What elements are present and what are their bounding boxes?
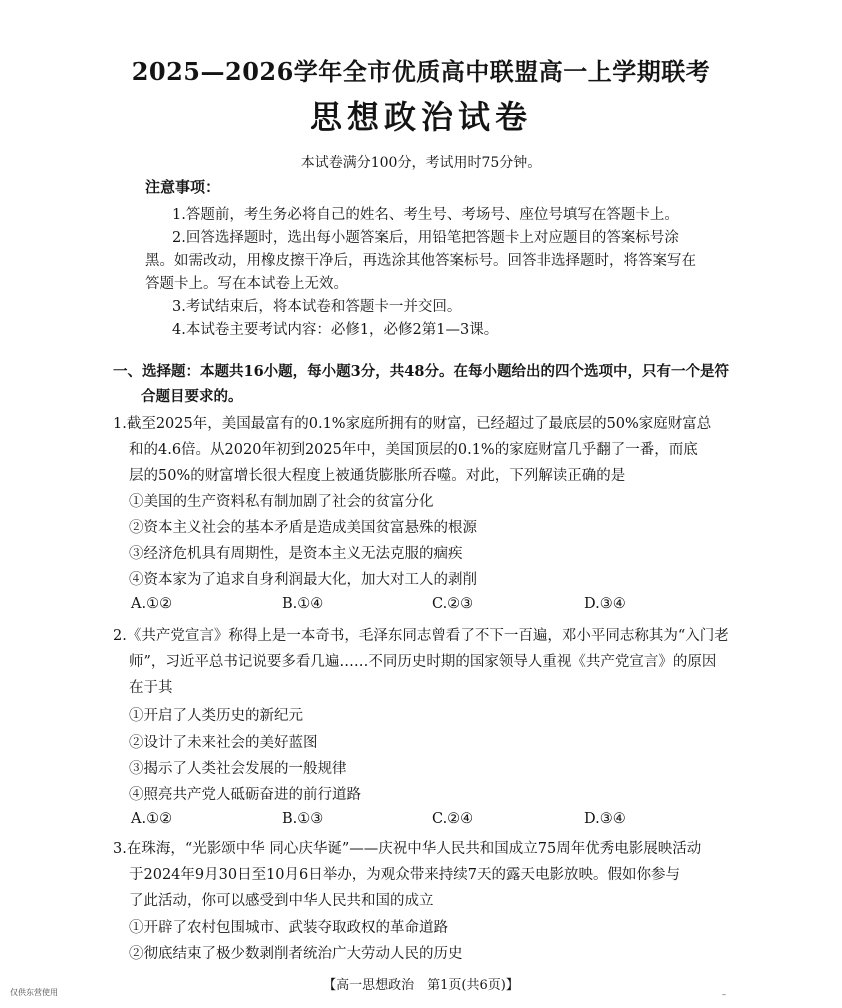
page-footer: 【高一思想政治 第1页(共6页)】	[323, 978, 519, 993]
answer-option-a: A.①②	[131, 596, 173, 612]
notice-line: 2.回答选择题时，选出每小题答案后，用铅笔把答题卡上对应题目的答案标号涂	[172, 230, 679, 246]
notice-line: 1.答题前，考生务必将自己的姓名、考生号、考场号、座位号填写在答题卡上。	[172, 207, 679, 223]
notice-line: 黑。如需改动，用橡皮擦干净后，再选涂其他答案标号。回答非选择题时，将答案写在	[145, 253, 696, 269]
answer-option-a: A.①②	[131, 811, 173, 827]
corner-mark: –	[722, 990, 726, 999]
exam-info: 本试卷满分100分，考试用时75分钟。	[300, 155, 542, 171]
answer-option-d: D.③④	[584, 811, 626, 827]
subject-title: 思想政治试卷	[309, 98, 532, 136]
statement-item: ①开辟了农村包围城市、武装夺取政权的革命道路	[129, 920, 448, 936]
answer-option-d: D.③④	[584, 596, 626, 612]
notice-line: 答题卡上。写在本试卷上无效。	[145, 276, 348, 292]
question-stem-line: 和的4.6倍。从2020年初到2025年中，美国顶层的0.1%的家庭财富几乎翻了一番，而底	[129, 442, 698, 458]
section-heading-cont: 合题目要求的。	[141, 388, 243, 405]
question-stem-line: 1.截至2025年，美国最富有的0.1%家庭所拥有的财富，已经超过了最底层的50%家庭财富总	[113, 416, 712, 432]
statement-item: ②设计了未来社会的美好蓝图	[129, 735, 318, 751]
question-stem-line: 层的50%的财富增长很大程度上被通货膨胀所吞噬。对此，下列解读正确的是	[129, 468, 626, 484]
watermark-text: 仅供东营使用	[10, 988, 58, 997]
statement-item: ④照亮共产党人砥砺奋进的前行道路	[129, 787, 361, 803]
exam-title: 2025—2026学年全市优质高中联盟高一上学期联考	[131, 57, 711, 86]
answer-option-c: C.②③	[432, 596, 474, 612]
statement-item: ②资本主义社会的基本矛盾是造成美国贫富悬殊的根源	[129, 520, 477, 536]
question-stem-line: 2.《共产党宣言》称得上是一本奇书，毛泽东同志曾看了不下一百遍，邓小平同志称其为“入门老	[113, 628, 729, 644]
question-stem-line: 师”，习近平总书记说要多看几遍……不同历史时期的国家领导人重视《共产党宣言》的原因	[129, 654, 717, 670]
statement-item: ④资本家为了追求自身利润最大化，加大对工人的剥削	[129, 572, 477, 588]
question-stem-line: 在于其	[129, 680, 173, 696]
question-stem-line: 3.在珠海，“光影颂中华 同心庆华诞”——庆祝中华人民共和国成立75周年优秀电影展映活动	[113, 841, 702, 857]
question-stem-line: 了此活动，你可以感受到中华人民共和国的成立	[129, 893, 434, 909]
statement-item: ①开启了人类历史的新纪元	[129, 708, 303, 724]
notice-heading: 注意事项：	[145, 178, 221, 196]
statement-item: ①美国的生产资料私有制加剧了社会的贫富分化	[129, 494, 434, 510]
notice-line: 4.本试卷主要考试内容：必修1，必修2第1—3课。	[172, 322, 499, 338]
statement-item: ③经济危机具有周期性，是资本主义无法克服的痼疾	[129, 546, 463, 562]
question-stem-line: 于2024年9月30日至10月6日举办，为观众带来持续7天的露天电影放映。假如你参与	[129, 867, 680, 883]
answer-option-b: B.①③	[282, 811, 324, 827]
answer-option-b: B.①④	[282, 596, 324, 612]
statement-item: ②彻底结束了极少数剥削者统治广大劳动人民的历史	[129, 946, 463, 962]
statement-item: ③揭示了人类社会发展的一般规律	[129, 761, 347, 777]
notice-line: 3.考试结束后，将本试卷和答题卡一并交回。	[172, 299, 462, 315]
answer-option-c: C.②④	[432, 811, 474, 827]
section-heading: 一、选择题：本题共16小题，每小题3分，共48分。在每小题给出的四个选项中，只有一个是符	[113, 363, 729, 380]
